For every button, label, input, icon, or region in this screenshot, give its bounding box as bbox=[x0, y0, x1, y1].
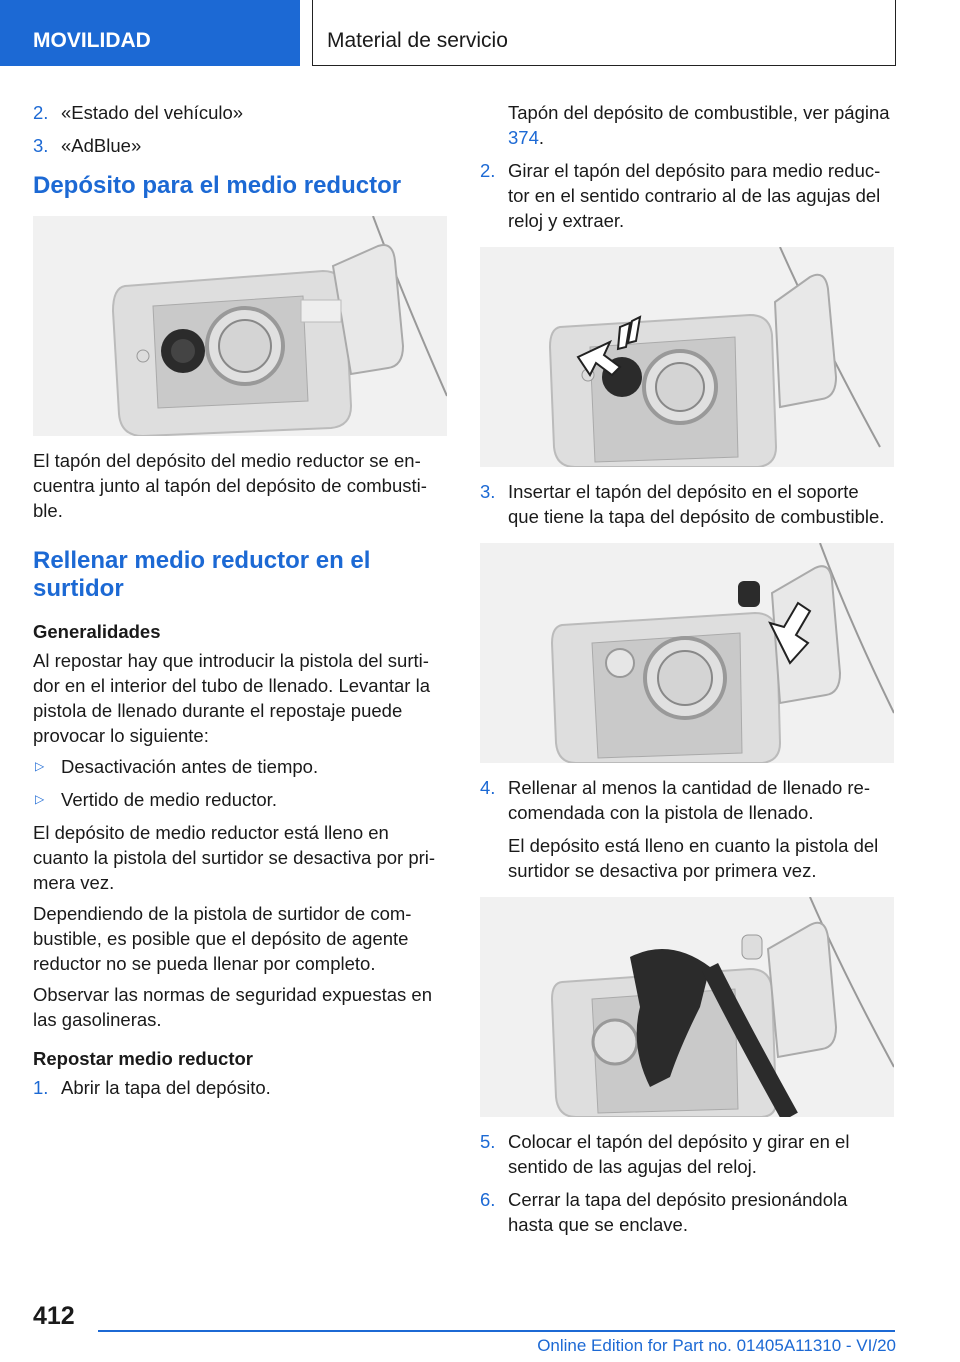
right-column bbox=[480, 100, 894, 1245]
footer-divider bbox=[98, 1330, 895, 1332]
list-number: 3. bbox=[33, 135, 49, 156]
paragraph: Observar las normas de seguridad expuestas en las gasolineras. bbox=[33, 984, 432, 1030]
heading-reductant-tank: Depósito para el medio reductor bbox=[33, 172, 402, 199]
figure-insert-cap-holder bbox=[480, 543, 894, 763]
paragraph: El depósito de medio reductor está lleno en cuanto la pistola del surtidor se desactiva por primera vez. bbox=[33, 822, 436, 893]
section-title: Material de servicio bbox=[312, 0, 896, 66]
step-item bbox=[33, 1075, 447, 1100]
step-item bbox=[480, 479, 894, 529]
heading-refill-at-pump: Rellenar medio reductor en el surtidor bbox=[33, 547, 371, 602]
list-number: 2. bbox=[33, 102, 49, 123]
bullet-text: Desactivación antes de tiempo. bbox=[61, 756, 319, 777]
left-column bbox=[33, 100, 447, 1108]
step-text: Girar el tapón del depósito para medio reductor en el sentido contrario al de las agujas del reloj y extraer. bbox=[508, 160, 881, 231]
paragraph: Al repostar hay que introducir la pistola del surtidor en el interior del tubo de llenado. Levantar la pistola de llenado durante el repostaje puede provocar lo siguiente: bbox=[33, 650, 430, 746]
list-text: «Estado del vehículo» bbox=[61, 102, 244, 123]
step-item bbox=[480, 1129, 894, 1179]
bullet-item bbox=[33, 754, 447, 779]
step-item bbox=[480, 775, 894, 825]
bullet-item bbox=[33, 787, 447, 812]
figure-reductant-cap bbox=[33, 216, 447, 436]
page-link[interactable]: 374 bbox=[508, 127, 539, 148]
triangle-bullet-icon: ▷ bbox=[35, 792, 45, 806]
continuation-end: . bbox=[538, 127, 545, 148]
paragraph: Dependiendo de la pistola de surtidor de combustible, es posible que el depósito de agente reductor no se pueda llenar por completo. bbox=[33, 903, 412, 974]
step-number: 3. bbox=[480, 481, 496, 502]
figure-remove-cap bbox=[480, 247, 894, 467]
step-item bbox=[480, 158, 894, 233]
footer-edition: Online Edition for Part no. 01405A11310 - VI/20 bbox=[537, 1336, 896, 1355]
triangle-bullet-icon: ▷ bbox=[35, 759, 45, 773]
list-text: «AdBlue» bbox=[61, 135, 142, 156]
step-number: 6. bbox=[480, 1189, 496, 1210]
step-number: 5. bbox=[480, 1131, 496, 1152]
step-text: Rellenar al menos la cantidad de llenado recomendada con la pistola de llenado. bbox=[508, 777, 871, 823]
list-item bbox=[33, 133, 447, 158]
subheading-general: Generalidades bbox=[33, 621, 161, 642]
step-text: Colocar el tapón del depósito y girar en el sentido de las agujas del reloj. bbox=[508, 1131, 850, 1177]
list-item bbox=[33, 100, 447, 125]
step-text: Abrir la tapa del depósito. bbox=[61, 1077, 271, 1098]
page-header bbox=[0, 0, 960, 66]
chapter-tab: MOVILIDAD bbox=[0, 0, 300, 66]
page-number: 412 bbox=[33, 1302, 75, 1330]
step-number: 1. bbox=[33, 1077, 49, 1098]
paragraph: El tapón del depósito del medio reductor se encuentra junto al tapón del depósito de combustible. bbox=[33, 450, 427, 521]
bullet-text: Vertido de medio reductor. bbox=[61, 789, 277, 810]
step-text: Cerrar la tapa del depósito presionándola hasta que se enclave. bbox=[508, 1189, 848, 1235]
step-item bbox=[480, 1187, 894, 1237]
step-continuation bbox=[480, 100, 894, 150]
step-number: 4. bbox=[480, 777, 496, 798]
step-note: El depósito está lleno en cuanto la pistola del surtidor se desactiva por primera vez. bbox=[508, 835, 879, 881]
figure-refill-nozzle bbox=[480, 897, 894, 1117]
step-number: 2. bbox=[480, 160, 496, 181]
subheading-refuel-reductant: Repostar medio reductor bbox=[33, 1048, 253, 1069]
step-text: Insertar el tapón del depósito en el soporte que tiene la tapa del depósito de combustible. bbox=[508, 481, 885, 527]
continuation-text: Tapón del depósito de combustible, ver página bbox=[508, 102, 890, 123]
